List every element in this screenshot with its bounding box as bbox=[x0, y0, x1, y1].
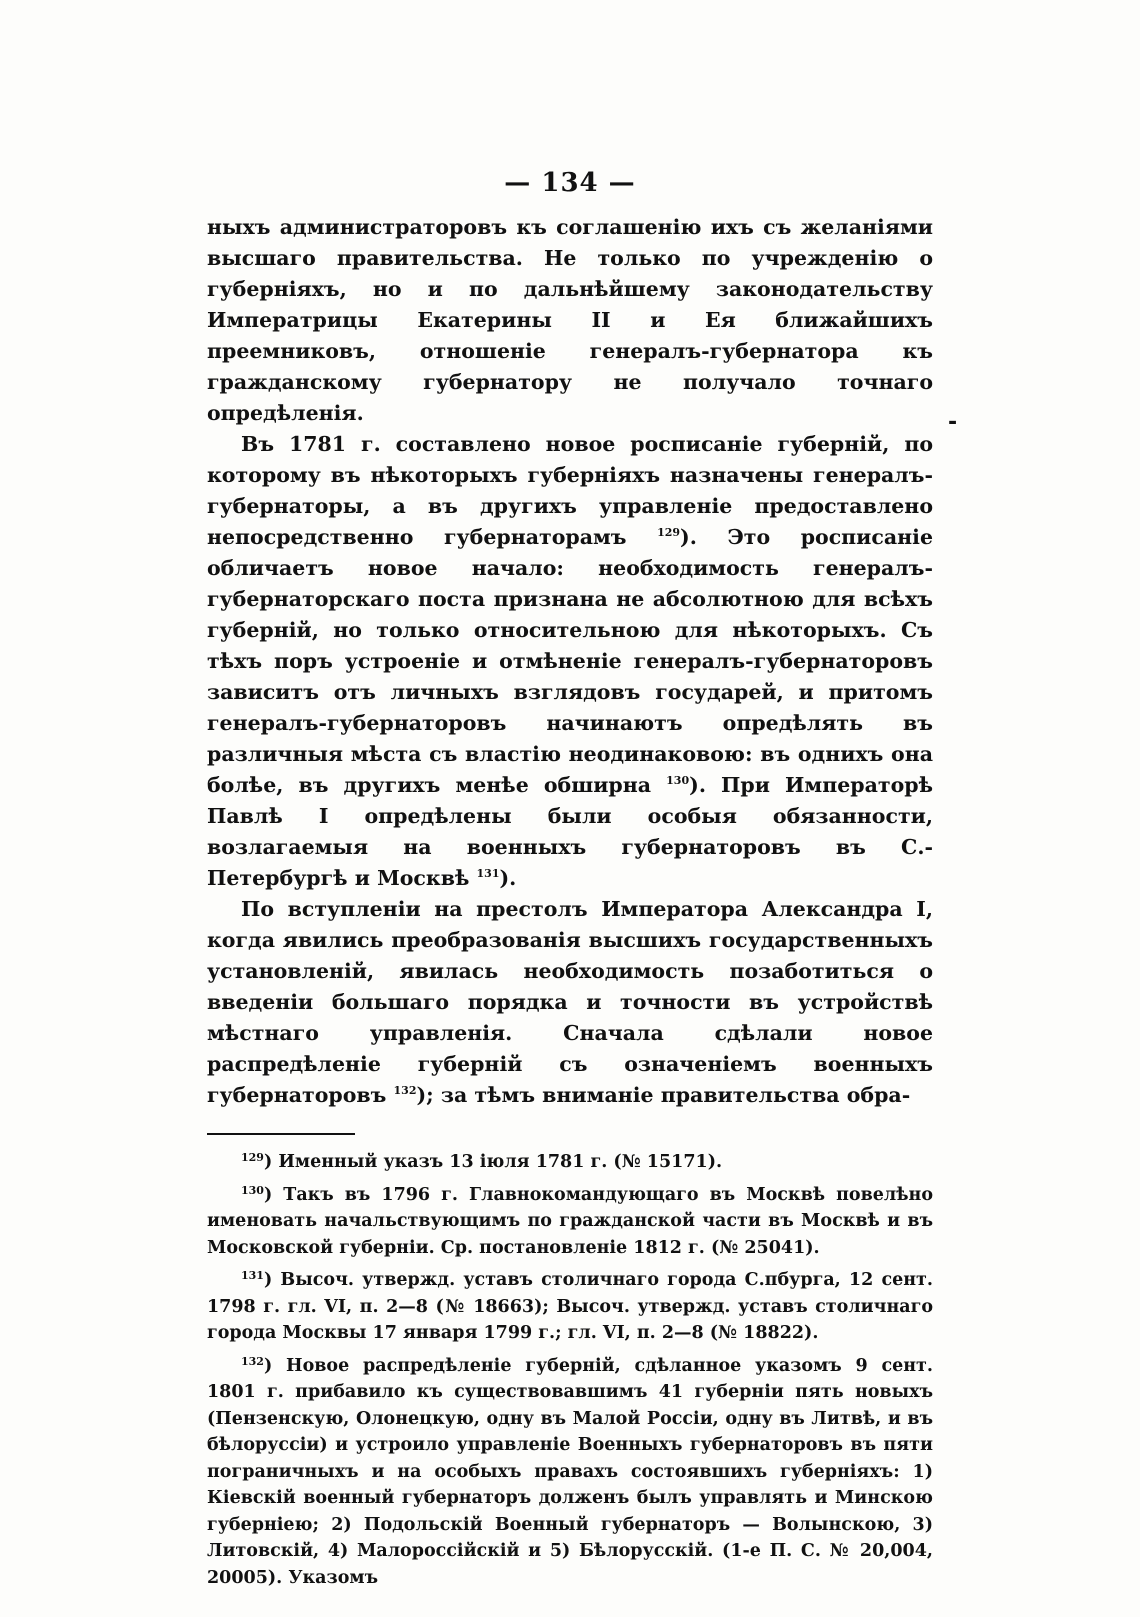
page-number: — 134 — bbox=[504, 168, 636, 198]
footnote-text: ) Именный указъ 13 іюля 1781 г. (№ 15171). bbox=[263, 1152, 723, 1172]
text-run: ); за тѣмъ вниманіе правительства обра- bbox=[416, 1083, 911, 1107]
text-run: ). bbox=[499, 866, 517, 890]
footnote-divider bbox=[207, 1133, 355, 1135]
text-run: ). Это росписаніе обличаетъ новое начало: необходимость генералъ-губернаторскаго поста признана не абсолютною для всѣхъ губерній, но только относительною для нѣкоторыхъ. Съ тѣхъ поръ устроеніе и отмѣненіе генералъ-губернаторовъ зависитъ отъ личныхъ взглядовъ государей, и притомъ генералъ-губернаторовъ начинаютъ опредѣлять въ различныя мѣста съ властію неодинаковою: въ однихъ она болѣе, въ другихъ менѣе обширна bbox=[207, 525, 933, 797]
text-run: ). При Императорѣ Павлѣ I опредѣлены были особыя обязанности, возлагаемыя на военныхъ губернаторовъ въ С.-Петербургѣ и Москвѣ bbox=[207, 773, 933, 890]
footnotes bbox=[207, 1149, 933, 1591]
footnote-text: ) Высоч. утвержд. уставъ столичнаго города С.пбурга, 12 сент. 1798 г. гл. VI, п. 2—8 (№ 18663); Высоч. утвержд. уставъ столичнаго города Москвы 17 января 1799 г.; гл. VI, п. 2—8 (№ 18822). bbox=[207, 1270, 933, 1343]
text-run: По вступленіи на престолъ Императора Александра I, когда явились преобразованія высшихъ государственныхъ установленій, явилась необходимость позаботиться о введеніи большаго порядка и точности въ устройствѣ мѣстнаго управленія. Сначала сдѣлали новое распредѣленіе губерній съ означеніемъ военныхъ губернаторовъ bbox=[207, 897, 933, 1107]
footnote-text: ) Такъ въ 1796 г. Главнокомандующаго въ Москвѣ повелѣно именовать начальствующимъ по гражданской части въ Москвѣ и въ Московской губерніи. Ср. постановленіе 1812 г. (№ 25041). bbox=[207, 1184, 933, 1258]
footnote-number: 131 bbox=[241, 1269, 264, 1282]
footnote bbox=[207, 1267, 933, 1347]
main-text bbox=[207, 212, 933, 1111]
footnote-ref[interactable]: 129 bbox=[657, 526, 681, 539]
paragraph bbox=[207, 212, 933, 429]
paragraph bbox=[207, 429, 933, 894]
margin-mark: - bbox=[948, 410, 958, 435]
text-run: Въ 1781 г. составлено новое росписаніе губерній, по которому въ нѣкоторыхъ губерніяхъ назначены генералъ-губернаторы, а въ другихъ управленіе предоставлено непосредственно губернаторамъ bbox=[207, 432, 933, 549]
footnote-ref[interactable]: 130 bbox=[666, 774, 690, 787]
footnote-number: 129 bbox=[241, 1151, 264, 1164]
footnote-ref[interactable]: 131 bbox=[476, 867, 500, 880]
footnote-text: ) Новое распредѣленіе губерній, сдѣланное указомъ 9 сент. 1801 г. прибавило къ существовавшимъ 41 губерніи пять новыхъ (Пензенскую, Олонецкую, одну въ Малой Россіи, одну въ Литвѣ, и въ бѣлоруссіи) и устроило управленіе Военныхъ губернаторовъ въ пяти пограничныхъ и на особыхъ правахъ состоявшихъ губерніяхъ: 1) Кіевскій военный губернаторъ долженъ былъ управлять и Минскою губерніею; 2) Подольскій Военный губернаторъ — Волынскою, 3) Литовскій, 4) Малороссійскій и 5) Бѣлорусскій. (1-е П. С. № 20,004, 20005). Указомъ bbox=[207, 1355, 933, 1588]
text-run: ныхъ администраторовъ къ соглашенію ихъ съ желаніями высшаго правительства. Не только по учрежденію о губерніяхъ, но и по дальнѣйшему законодательству Императрицы Екатерины II и Ея ближайшихъ преемниковъ, отношеніе генералъ-губернатора къ гражданскому губернатору не получало точнаго опредѣленія. bbox=[207, 215, 933, 425]
footnote bbox=[207, 1182, 933, 1262]
paragraph bbox=[207, 894, 933, 1111]
page-content bbox=[207, 168, 933, 1597]
footnote-number: 132 bbox=[241, 1354, 264, 1368]
footnote-number: 130 bbox=[241, 1183, 264, 1197]
footnote bbox=[207, 1353, 933, 1592]
footnote-ref[interactable]: 132 bbox=[393, 1084, 417, 1097]
footnote bbox=[207, 1149, 933, 1176]
